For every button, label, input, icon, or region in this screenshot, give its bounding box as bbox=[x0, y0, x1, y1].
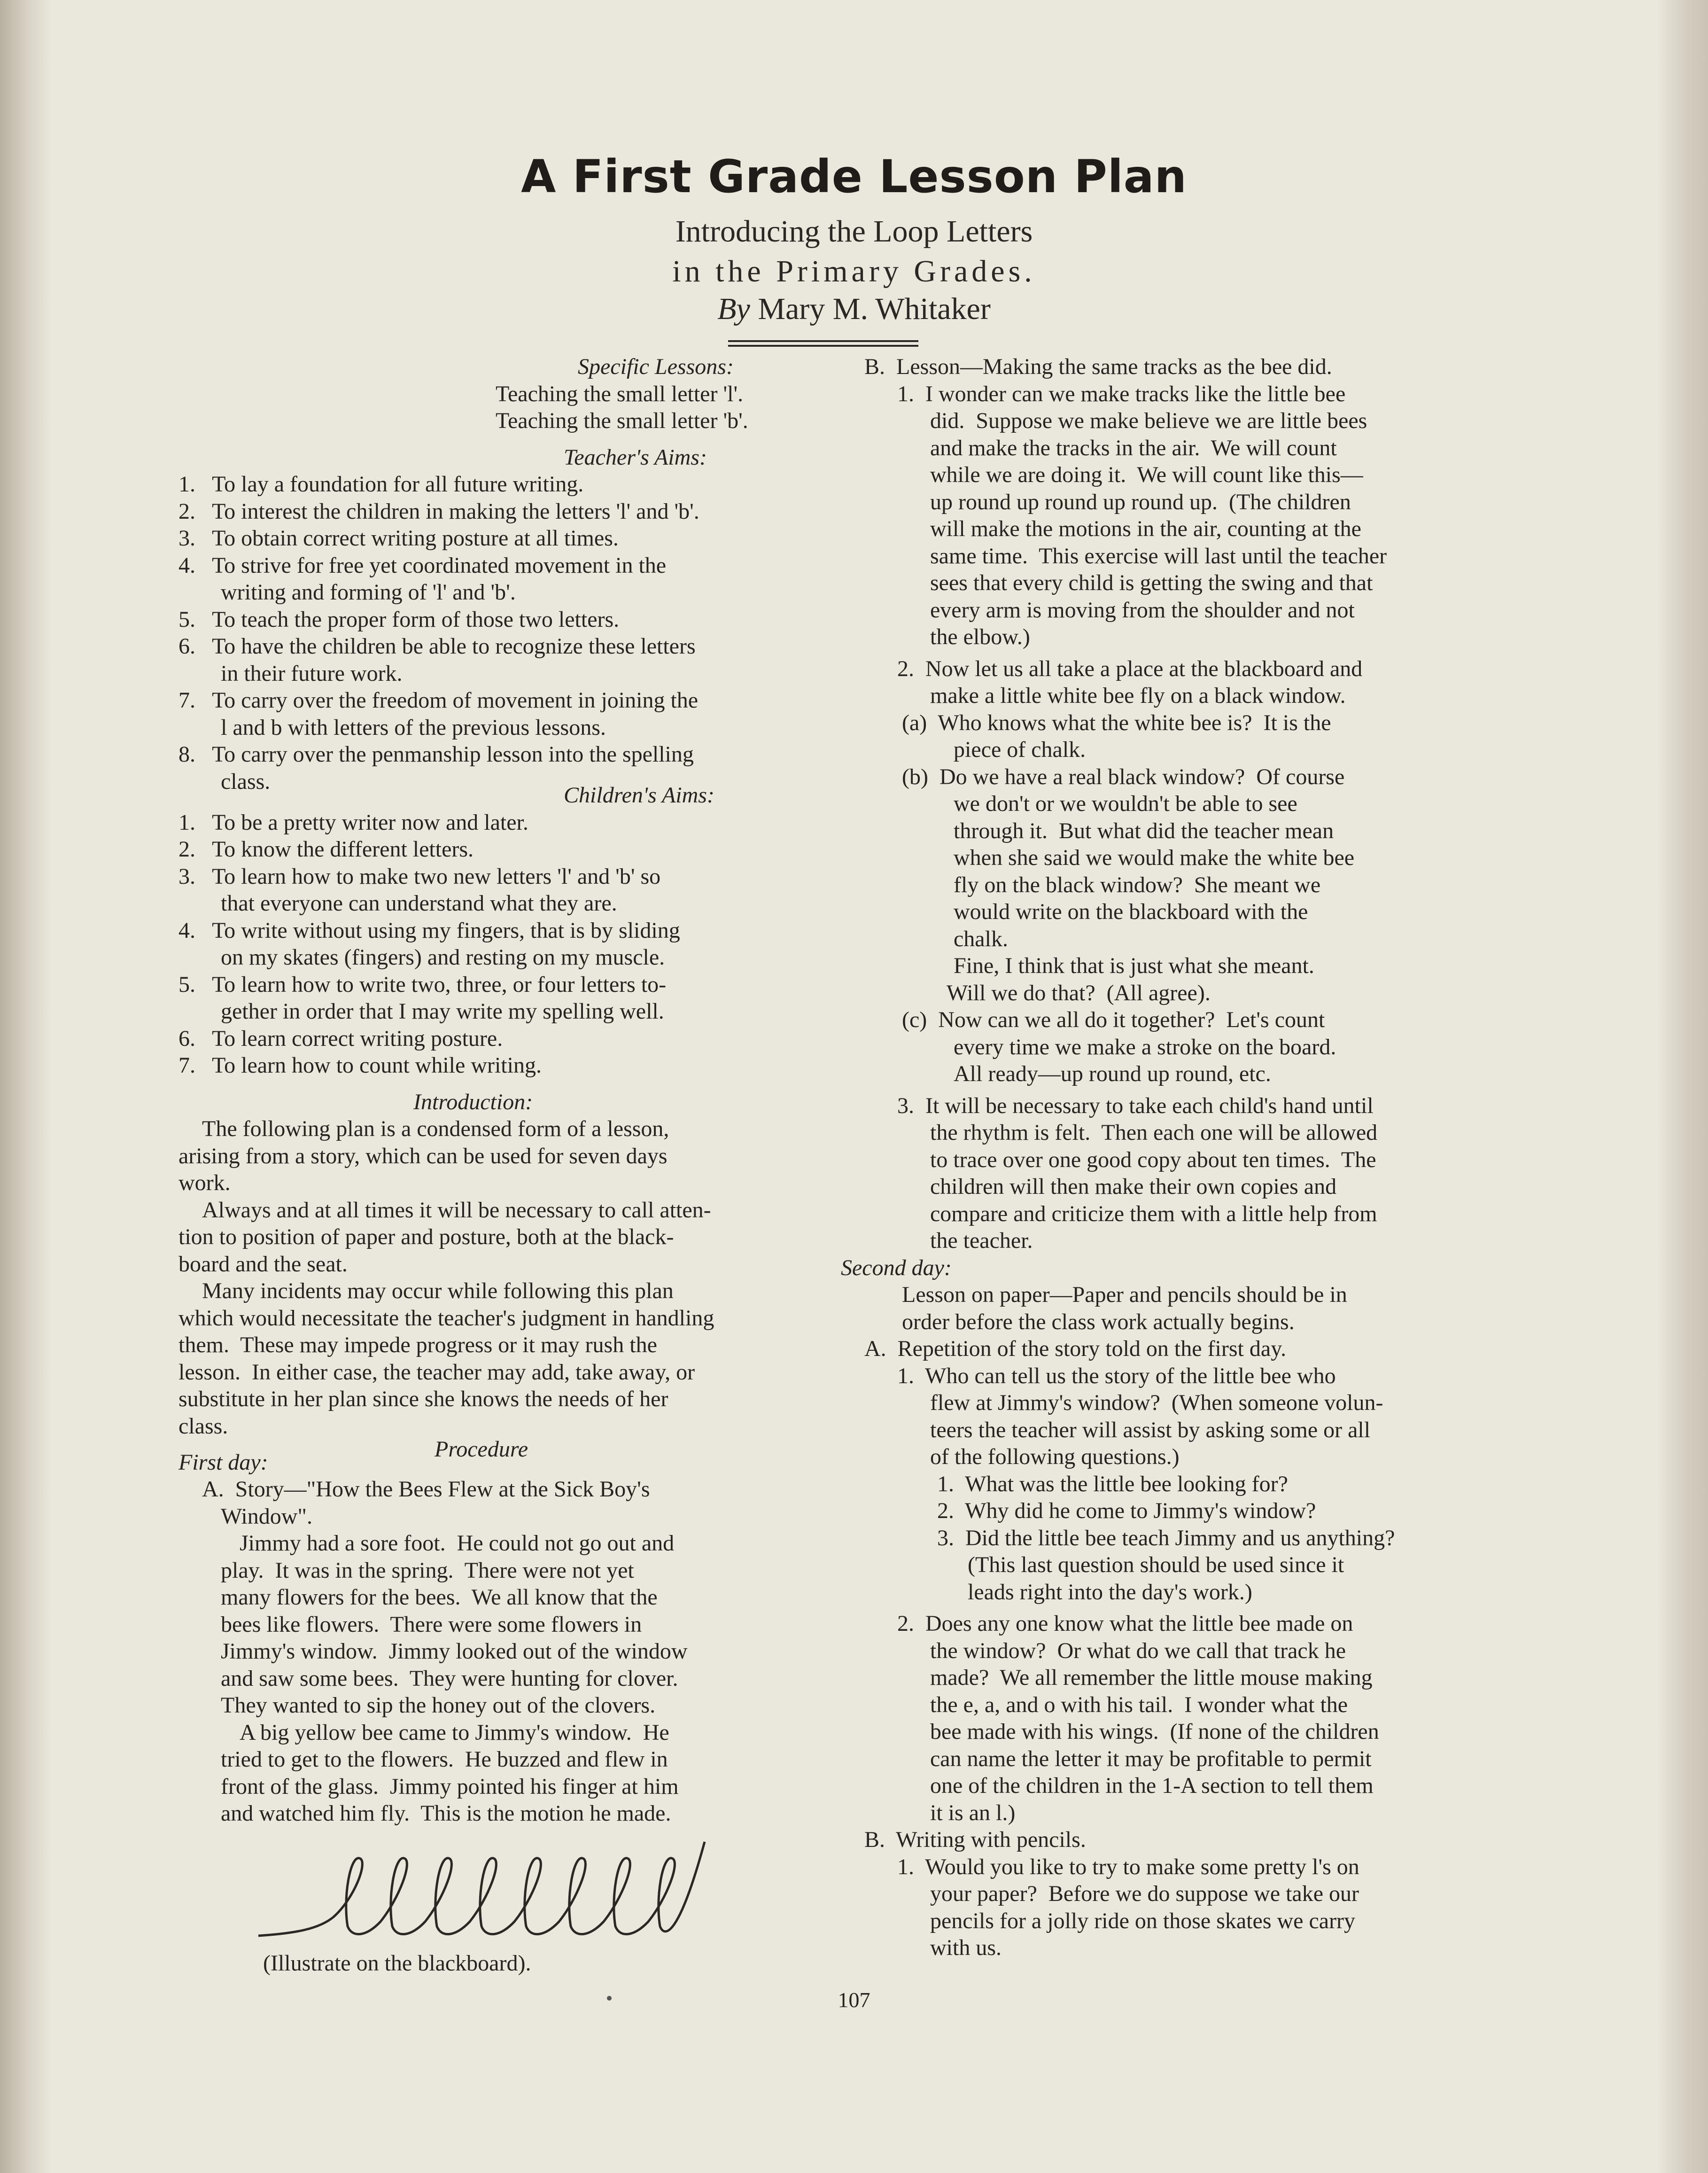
page-number: 107 bbox=[838, 1988, 870, 2012]
article-subtitle-line2: in the Primary Grades. bbox=[672, 254, 1036, 288]
text-line: the rhythm is felt. Then each one will be allowed bbox=[930, 1120, 1378, 1145]
text-line: arising from a story, which can be used for seven days bbox=[179, 1143, 668, 1168]
text-line: which would necessitate the teacher's judgment in handling bbox=[179, 1305, 714, 1331]
text-line: 3. It will be necessary to take each child's hand until bbox=[897, 1093, 1374, 1118]
text-line: class. bbox=[179, 1413, 228, 1439]
text-line: substitute in her plan since she knows the needs of her bbox=[179, 1386, 668, 1411]
text-line: many flowers for the bees. We all know that the bbox=[221, 1585, 658, 1610]
text-line: bee made with his wings. (If none of the children bbox=[930, 1719, 1379, 1744]
text-line: pencils for a jolly ride on those skates we carry bbox=[930, 1908, 1356, 1933]
text-line: 1. I wonder can we make tracks like the little bee bbox=[897, 381, 1346, 406]
text-line: play. It was in the spring. There were not yet bbox=[221, 1558, 634, 1583]
text-line: up round up round up round up. (The children bbox=[930, 489, 1351, 514]
section-heading: First day: bbox=[179, 1449, 268, 1475]
text-line: the elbow.) bbox=[930, 624, 1030, 649]
article-title: A First Grade Lesson Plan bbox=[521, 150, 1187, 203]
text-line: l and b with letters of the previous lessons. bbox=[221, 715, 606, 740]
text-line: 4. To write without using my fingers, that is by sliding bbox=[179, 918, 680, 943]
text-line: Always and at all times it will be necessary to call atten- bbox=[202, 1197, 711, 1223]
text-line: front of the glass. Jimmy pointed his finger at him bbox=[221, 1774, 679, 1799]
text-line: to trace over one good copy about ten times. The bbox=[930, 1147, 1376, 1172]
text-line: Window". bbox=[221, 1503, 312, 1529]
text-line: on my skates (fingers) and resting on my muscle. bbox=[221, 945, 665, 970]
text-line: 4. To strive for free yet coordinated movement in the bbox=[179, 553, 667, 578]
text-line: we don't or we wouldn't be able to see bbox=[954, 791, 1297, 816]
text-line: 6. To learn correct writing posture. bbox=[179, 1026, 503, 1051]
text-line: Jimmy's window. Jimmy looked out of the window bbox=[221, 1639, 688, 1664]
text-line: 2. To know the different letters. bbox=[179, 837, 474, 862]
text-line: writing and forming of 'l' and 'b'. bbox=[221, 580, 516, 605]
text-line: of the following questions.) bbox=[930, 1444, 1180, 1469]
text-line: 1. Who can tell us the story of the little bee who bbox=[897, 1363, 1336, 1388]
author-name: Mary M. Whitaker bbox=[750, 292, 991, 326]
text-line: Jimmy had a sore foot. He could not go out and bbox=[240, 1531, 675, 1556]
section-heading: Children's Aims: bbox=[564, 783, 714, 808]
section-heading: Teacher's Aims: bbox=[564, 444, 707, 470]
text-line: 3. Did the little bee teach Jimmy and us anything? bbox=[937, 1525, 1395, 1550]
text-line: The following plan is a condensed form of a lesson, bbox=[202, 1116, 669, 1141]
text-line: chalk. bbox=[954, 926, 1008, 951]
text-line: every arm is moving from the shoulder and not bbox=[930, 597, 1355, 623]
text-line: bees like flowers. There were some flowers in bbox=[221, 1612, 642, 1637]
text-line: it is an l.) bbox=[930, 1800, 1016, 1825]
text-line: (a) Who knows what the white bee is? It is the bbox=[902, 710, 1331, 735]
text-line: piece of chalk. bbox=[954, 737, 1086, 762]
text-line: 2. Now let us all take a place at the blackboard and bbox=[897, 656, 1363, 681]
text-line: class. bbox=[221, 769, 271, 794]
text-line: work. bbox=[179, 1170, 231, 1195]
text-line: compare and criticize them with a little help from bbox=[930, 1201, 1377, 1226]
text-line: A big yellow bee came to Jimmy's window. He bbox=[240, 1720, 669, 1745]
text-line: while we are doing it. We will count like this— bbox=[930, 462, 1363, 487]
text-line: children will then make their own copies and bbox=[930, 1174, 1337, 1199]
text-line: 8. To carry over the penmanship lesson into the spelling bbox=[179, 742, 694, 767]
text-line: through it. But what did the teacher mean bbox=[954, 818, 1334, 843]
text-line: flew at Jimmy's window? (When someone volun- bbox=[930, 1390, 1383, 1415]
text-line: in their future work. bbox=[221, 661, 403, 686]
text-line: Fine, I think that is just what she meant. bbox=[954, 953, 1314, 978]
text-line: 5. To learn how to write two, three, or four letters to- bbox=[179, 972, 667, 997]
text-line: make a little white bee fly on a black window. bbox=[930, 683, 1346, 708]
text-line: 5. To teach the proper form of those two letters. bbox=[179, 607, 620, 632]
text-line: with us. bbox=[930, 1935, 1002, 1960]
article-subtitle-line1: Introducing the Loop Letters bbox=[675, 214, 1033, 249]
text-line: teers the teacher will assist by asking some or all bbox=[930, 1417, 1371, 1442]
text-line: will make the motions in the air, counting at the bbox=[930, 516, 1361, 541]
text-line: them. These may impede progress or it may rush the bbox=[179, 1332, 657, 1357]
section-heading: Second day: bbox=[841, 1255, 952, 1280]
text-line: board and the seat. bbox=[179, 1251, 348, 1277]
illustration-caption: (Illustrate on the blackboard). bbox=[263, 1951, 531, 1976]
text-line: 3. To obtain correct writing posture at all times. bbox=[179, 526, 619, 551]
text-line: and make the tracks in the air. We will count bbox=[930, 435, 1337, 460]
text-line: 2. To interest the children in making the letters 'l' and 'b'. bbox=[179, 498, 699, 524]
section-heading: Procedure bbox=[435, 1437, 528, 1462]
text-line: every time we make a stroke on the board. bbox=[954, 1034, 1336, 1059]
text-line: 2. Does any one know what the little bee made on bbox=[897, 1611, 1353, 1636]
text-line: They wanted to sip the honey out of the clovers. bbox=[221, 1693, 656, 1718]
section-heading: Specific Lessons: bbox=[578, 354, 734, 379]
text-line: Teaching the small letter 'l'. bbox=[496, 381, 744, 406]
section-heading: Introduction: bbox=[413, 1089, 533, 1114]
text-line: one of the children in the 1-A section to tell them bbox=[930, 1773, 1374, 1798]
text-line: 7. To carry over the freedom of movement in joining the bbox=[179, 688, 699, 713]
text-line: A. Story—"How the Bees Flew at the Sick Boy's bbox=[202, 1477, 650, 1502]
text-line: 1. Would you like to try to make some pretty l's on bbox=[897, 1854, 1359, 1879]
text-line: and saw some bees. They were hunting for clover. bbox=[221, 1666, 678, 1691]
text-line: Will we do that? (All agree). bbox=[947, 980, 1211, 1005]
loop-stroke bbox=[258, 1842, 705, 1936]
right-column bbox=[841, 353, 1470, 1962]
text-line: (This last question should be used since it bbox=[968, 1552, 1344, 1577]
text-line: 1. To lay a foundation for all future writing. bbox=[179, 472, 584, 497]
text-line: and watched him fly. This is the motion he made. bbox=[221, 1801, 671, 1826]
text-line: the teacher. bbox=[930, 1228, 1033, 1253]
text-line: A. Repetition of the story told on the first day. bbox=[864, 1336, 1287, 1361]
text-line: 1. To be a pretty writer now and later. bbox=[179, 810, 528, 835]
text-line: your paper? Before we do suppose we take our bbox=[930, 1881, 1359, 1906]
text-line: tried to get to the flowers. He buzzed and flew in bbox=[221, 1747, 668, 1772]
text-line: All ready—up round up round, etc. bbox=[954, 1061, 1271, 1086]
text-line: when she said we would make the white bee bbox=[954, 845, 1355, 870]
text-line: Teaching the small letter 'b'. bbox=[496, 408, 748, 433]
text-line: did. Suppose we make believe we are little bees bbox=[930, 408, 1367, 433]
text-line: same time. This exercise will last until the teacher bbox=[930, 543, 1387, 569]
text-line: 3. To learn how to make two new letters 'l' and 'b' so bbox=[179, 864, 661, 889]
text-line: can name the letter it may be profitable to permit bbox=[930, 1746, 1372, 1771]
text-line: fly on the black window? She meant we bbox=[954, 872, 1321, 897]
text-line: 2. Why did he come to Jimmy's window? bbox=[937, 1498, 1316, 1523]
text-line: B. Lesson—Making the same tracks as the bee did. bbox=[864, 354, 1332, 379]
byline bbox=[0, 291, 1708, 327]
text-line: Many incidents may occur while following this plan bbox=[202, 1278, 674, 1303]
text-line: gether in order that I may write my spelling well. bbox=[221, 999, 664, 1024]
text-line: (b) Do we have a real black window? Of course bbox=[902, 764, 1345, 789]
text-line: would write on the blackboard with the bbox=[954, 899, 1308, 924]
text-line: leads right into the day's work.) bbox=[968, 1579, 1252, 1604]
text-line: the e, a, and o with his tail. I wonder what the bbox=[930, 1692, 1348, 1717]
text-line: Lesson on paper—Paper and pencils should be in bbox=[902, 1282, 1347, 1307]
text-line: sees that every child is getting the swing and that bbox=[930, 570, 1373, 595]
loop-letter-illustration bbox=[254, 1832, 723, 1955]
text-line: the window? Or what do we call that track he bbox=[930, 1638, 1346, 1663]
text-line: that everyone can understand what they are. bbox=[221, 891, 617, 916]
byline-prefix: By bbox=[717, 292, 750, 326]
title-rule bbox=[728, 340, 918, 347]
text-line: made? We all remember the little mouse making bbox=[930, 1665, 1373, 1690]
text-line: 7. To learn how to count while writing. bbox=[179, 1053, 542, 1078]
left-column bbox=[179, 353, 817, 1827]
text-line: 6. To have the children be able to recognize these letters bbox=[179, 634, 696, 659]
text-line: tion to position of paper and posture, both at the black- bbox=[179, 1224, 674, 1249]
text-line: (c) Now can we all do it together? Let's count bbox=[902, 1007, 1325, 1032]
text-line: order before the class work actually begins. bbox=[902, 1309, 1295, 1334]
text-line: 1. What was the little bee looking for? bbox=[937, 1471, 1288, 1496]
text-line: lesson. In either case, the teacher may add, take away, or bbox=[179, 1359, 695, 1385]
text-line: B. Writing with pencils. bbox=[864, 1827, 1086, 1852]
